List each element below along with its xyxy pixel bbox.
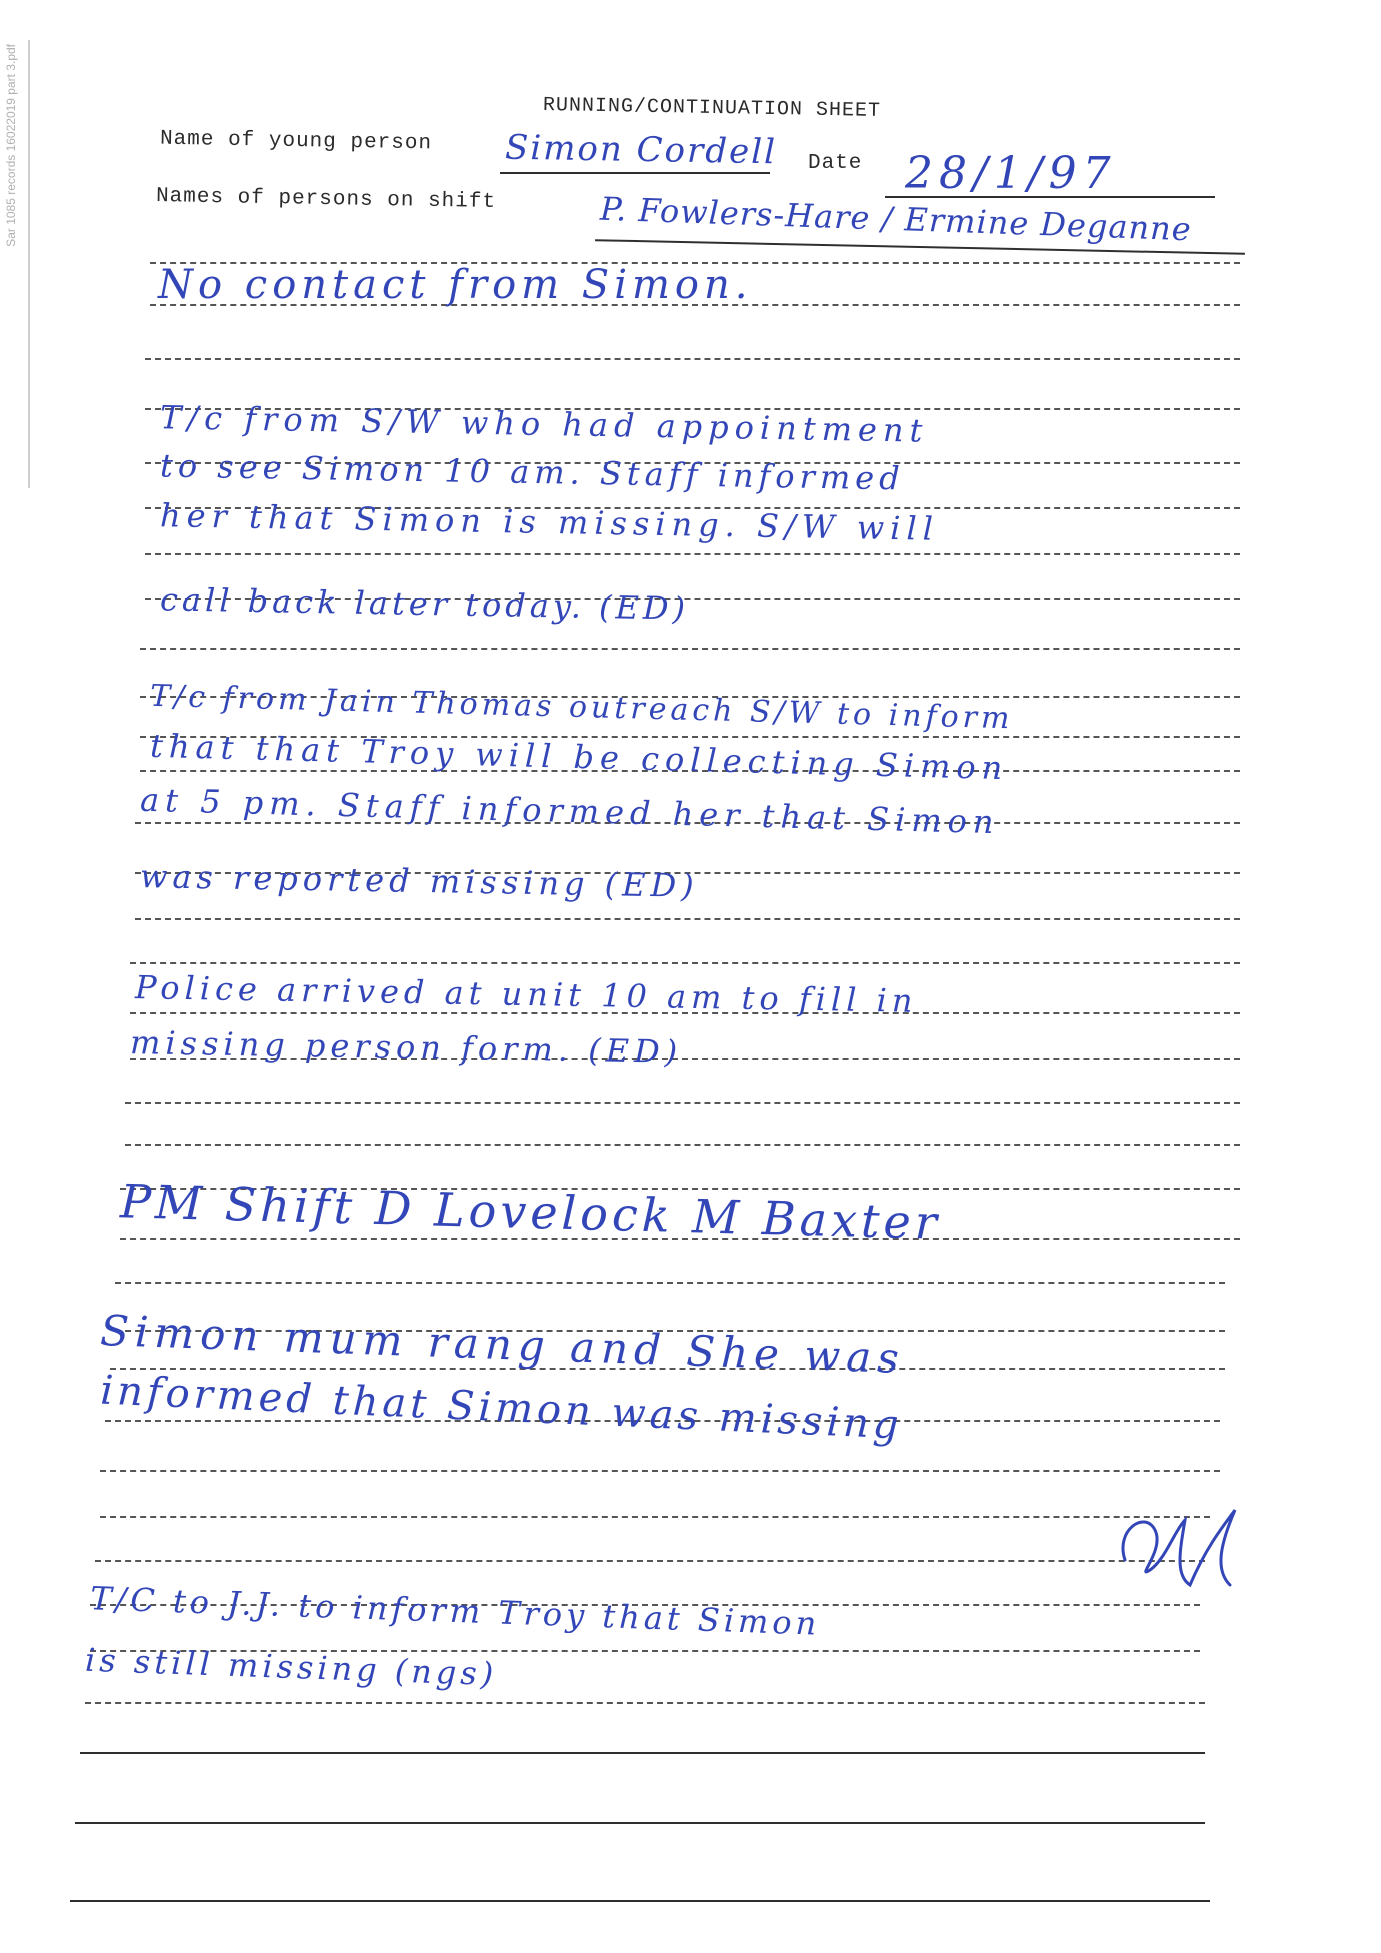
entry-line: at 5 pm. Staff informed her that Simon <box>139 780 1001 842</box>
ruled-line <box>75 1822 1205 1824</box>
entry-line: was reported missing (ED) <box>139 857 699 905</box>
entry-line: T/c from Jain Thomas outreach S/W to inform <box>149 678 1014 737</box>
entry-line: call back later today. (ED) <box>159 580 690 628</box>
entry-line: Simon mum rang and She was <box>99 1305 906 1384</box>
entry-line: Police arrived at unit 10 am to fill in <box>134 968 918 1020</box>
ruled-line <box>130 962 1240 964</box>
name-underline <box>500 172 770 174</box>
ruled-line <box>140 648 1240 650</box>
ruled-line <box>85 1702 1205 1704</box>
entry-line: her that Simon is missing. S/W will <box>159 496 940 548</box>
shift-value: P. Fowlers-Hare / Ermine Deganne <box>599 189 1193 249</box>
entry-line: informed that Simon was missing <box>99 1367 904 1449</box>
margin-rule <box>28 40 30 488</box>
name-value: Simon Cordell <box>504 127 778 173</box>
entry-line: missing person form. (ED) <box>129 1023 683 1071</box>
ruled-line <box>100 1470 1220 1472</box>
entry-line: to see Simon 10 am. Staff informed <box>159 446 905 498</box>
ruled-line <box>145 358 1240 360</box>
date-value: 28/1/97 <box>905 148 1117 199</box>
ruled-line <box>100 1516 1210 1518</box>
ruled-line <box>125 1102 1240 1104</box>
entry-line: is still missing (ngs) <box>84 1640 498 1694</box>
file-stamp: Sar 1085 records 16022019 part 3.pdf <box>4 44 18 247</box>
signature-mark <box>1105 1490 1255 1600</box>
shift-label: Names of persons on shift <box>155 185 497 214</box>
entry-line: PM Shift D Lovelock M Baxter <box>119 1174 942 1250</box>
date-label: Date <box>808 152 863 175</box>
entry-line: No contact from Simon. <box>158 262 753 308</box>
name-label: Name of young person <box>159 127 433 156</box>
ruled-line <box>80 1752 1205 1754</box>
ruled-line <box>145 553 1240 555</box>
sheet-title: RUNNING/CONTINUATION SHEET <box>542 94 882 123</box>
ruled-line <box>95 1560 1205 1562</box>
entry-line: T/C to J.J. to inform Troy that Simon <box>89 1579 821 1643</box>
ruled-line <box>115 1282 1225 1284</box>
ruled-line <box>125 1144 1240 1146</box>
ruled-line <box>135 918 1240 920</box>
ruled-line <box>70 1900 1210 1902</box>
entry-line: that that Troy will be collecting Simon <box>149 726 1009 788</box>
entry-line: T/c from S/W who had appointment <box>159 398 929 450</box>
